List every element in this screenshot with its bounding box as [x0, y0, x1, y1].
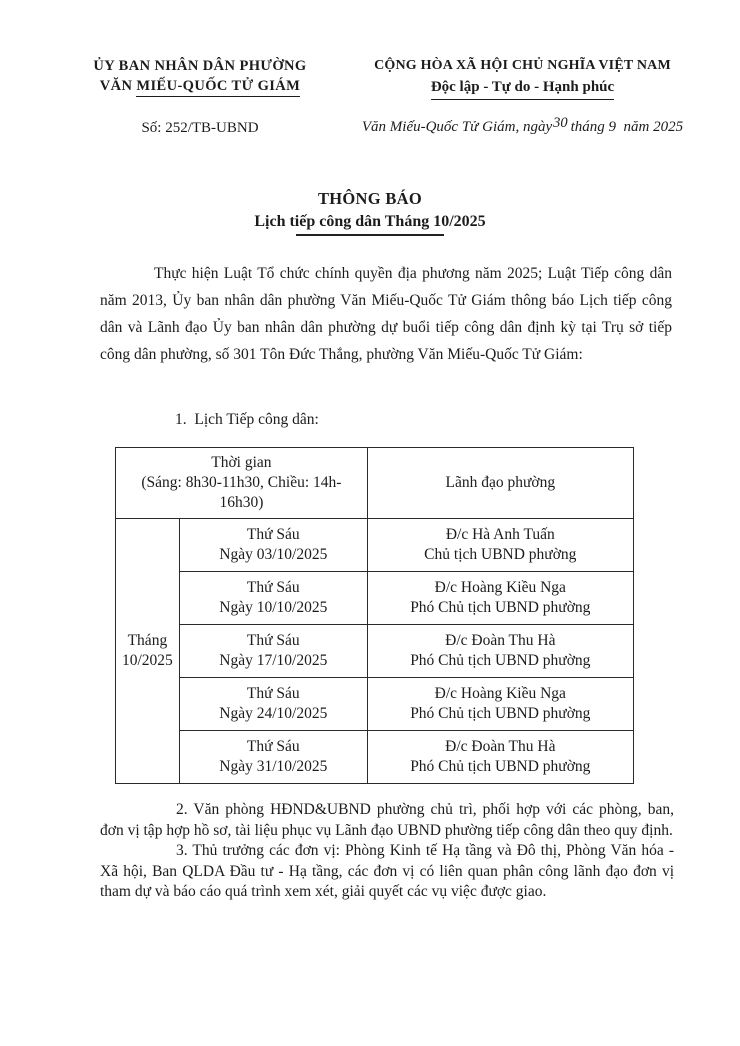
weekday: Thứ Sáu [246, 685, 300, 702]
national-header-block [340, 56, 705, 137]
date-day-filled: 30 [553, 115, 568, 131]
date-cell [179, 678, 367, 731]
schedule-table [115, 447, 634, 784]
header-cell-leader: Lãnh đạo phường [367, 448, 633, 519]
weekday: Thứ Sáu [246, 632, 300, 649]
table-header-row [116, 448, 634, 519]
table-row [116, 678, 634, 731]
date: Ngày 31/10/2025 [219, 758, 328, 775]
leader-title: Phó Chủ tịch UBND phường [410, 705, 591, 722]
issuer-name-line2-underlined: MIẾU-QUỐC TỬ GIÁM [136, 78, 300, 97]
date-cell [179, 519, 367, 572]
leader-cell [367, 625, 633, 678]
document-title: THÔNG BÁO [317, 189, 422, 208]
header-cell-time [116, 448, 368, 519]
date: Ngày 10/10/2025 [219, 599, 328, 616]
issuer-name-line1: ỦY BAN NHÂN DÂN PHƯỜNG [93, 58, 307, 74]
month-cell: Tháng 10/2025 [116, 519, 180, 784]
date: Ngày 17/10/2025 [219, 652, 328, 669]
issuer-name-line2-prefix: VĂN [99, 78, 137, 94]
table-row [116, 572, 634, 625]
weekday: Thứ Sáu [246, 526, 300, 543]
leader-cell [367, 731, 633, 784]
section1-heading: 1. Lịch Tiếp công dân: [175, 411, 319, 428]
national-motto: Độc lập - Tự do - Hạnh phúc [431, 77, 614, 100]
leader-cell [367, 678, 633, 731]
leader-cell [367, 519, 633, 572]
leader-name: Đ/c Hoàng Kiều Nga [434, 685, 566, 702]
date-cell [179, 731, 367, 784]
leader-title: Phó Chủ tịch UBND phường [410, 652, 591, 669]
issuer-name-line2 [50, 76, 350, 96]
date: Ngày 03/10/2025 [219, 546, 328, 563]
paragraph-2: 2. Văn phòng HĐND&UBND phường chủ trì, phối hợp với các phòng, ban, đơn vị tập hợp hồ sơ, tài liệu phục vụ Lãnh đạo UBND phường tiếp công dân theo quy định. [100, 801, 674, 839]
document-subtitle: Lịch tiếp công dân Tháng 10/2025 [254, 213, 486, 230]
table-row [116, 731, 634, 784]
leader-name: Đ/c Hoàng Kiều Nga [434, 579, 566, 596]
closing-paragraphs [100, 800, 674, 903]
header-time-line2: (Sáng: 8h30-11h30, Chiều: 14h-16h30) [141, 474, 342, 511]
leader-name: Đ/c Đoàn Thu Hà [445, 738, 556, 755]
leader-title: Chủ tịch UBND phường [424, 546, 577, 563]
date-cell [179, 625, 367, 678]
weekday: Thứ Sáu [246, 579, 300, 596]
leader-title: Phó Chủ tịch UBND phường [410, 758, 591, 775]
date-cell [179, 572, 367, 625]
date-place-prefix: Văn Miếu-Quốc Tử Giám, ngày [361, 119, 553, 135]
document-number: Số: 252/TB-UBND [141, 120, 259, 136]
header-time-line1: Thời gian [211, 454, 272, 471]
leader-cell [367, 572, 633, 625]
leader-name: Đ/c Hà Anh Tuấn [445, 526, 555, 543]
document-date [340, 117, 705, 137]
leader-name: Đ/c Đoàn Thu Hà [445, 632, 556, 649]
issuer-block [50, 56, 350, 138]
table-row [116, 519, 634, 572]
weekday: Thứ Sáu [246, 738, 300, 755]
national-name: CỘNG HÒA XÃ HỘI CHỦ NGHĨA VIỆT NAM [374, 58, 671, 73]
title-underline [296, 234, 444, 236]
paragraph-3: 3. Thủ trưởng các đơn vị: Phòng Kinh tế Hạ tầng và Đô thị, Phòng Văn hóa - Xã hội, Ban QLDA Đầu tư - Hạ tầng, các đơn vị có liên quan phân công lãnh đạo đơn vị tham dự và báo cáo quá trình xem xét, giải quyết các vụ việc được giao. [100, 842, 674, 900]
table-row [116, 625, 634, 678]
title-block [0, 189, 740, 236]
date: Ngày 24/10/2025 [219, 705, 328, 722]
date-suffix: tháng 9 năm 2025 [570, 119, 684, 135]
leader-title: Phó Chủ tịch UBND phường [410, 599, 591, 616]
intro-paragraph: Thực hiện Luật Tổ chức chính quyền địa phương năm 2025; Luật Tiếp công dân năm 2013, Ủy ban nhân dân phường Văn Miếu-Quốc Tử Giám thông báo Lịch tiếp công dân và Lãnh đạo Ủy ban nhân dân phường dự buổi tiếp công dân định kỳ tại Trụ sở tiếp công dân phường, số 301 Tôn Đức Thắng, phường Văn Miếu-Quốc Tử Giám: [100, 265, 672, 363]
